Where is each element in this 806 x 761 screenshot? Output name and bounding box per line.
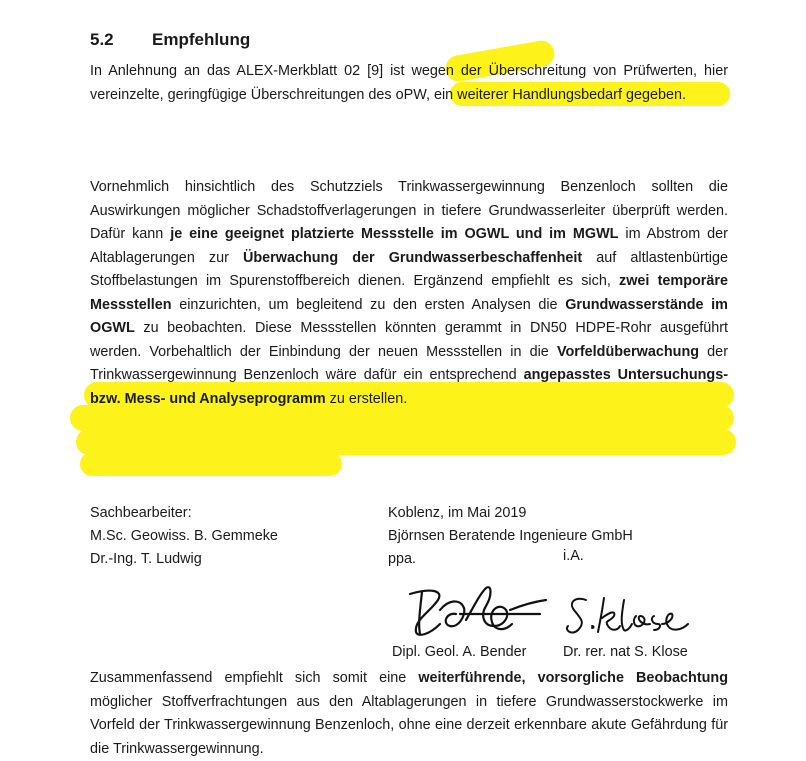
paragraph-zusammenfassung [90, 667, 728, 761]
ppa-label: ppa. [388, 551, 417, 567]
bold-run: weiterführende, vorsorgliche Beobachtung [418, 670, 728, 686]
author-name: M.Sc. Geowiss. B. Gemmeke [90, 528, 278, 544]
place-date: Koblenz, im Mai 2019 [388, 505, 527, 521]
signature-bender-icon [400, 580, 550, 642]
bold-run: angepasstes Untersuchungs- bzw. Mess- und Analyseprogramm [90, 367, 728, 407]
text-run: zu beobachten. Diese Messstellen könnten gerammt in DN50 HDPE-Rohr ausgeführt werden. Vorbehaltlich der Einbindung der neuen Messstellen in die [90, 320, 728, 360]
text-run: der Trinkwassergewinnung Benzenloch wäre dafür ein entsprechend [90, 343, 728, 383]
paragraph-messstellen [90, 176, 728, 411]
author-block [90, 502, 278, 571]
signature-klose-icon [562, 590, 692, 640]
text-run: im Abstrom der Altablagerungen zur [90, 226, 728, 266]
company-name: Björnsen Beratende Ingenieure GmbH [388, 528, 633, 544]
paragraph-handlungsbedarf [90, 60, 728, 107]
bold-run: Vorfeldüberwachung [556, 343, 700, 360]
highlight-mark [80, 452, 342, 476]
ia-label: i.A. [563, 548, 584, 564]
author-name: Dr.-Ing. T. Ludwig [90, 551, 202, 567]
section-heading [90, 30, 250, 50]
bold-run: Überwachung der Grundwasserbeschaffenheit [242, 249, 583, 266]
bold-run: zwei temporäre Messstellen [90, 273, 728, 313]
text-run: möglicher Stoffverfrachtungen aus den Altablagerungen in tiefere Grundwasserstockwerke im Vorfeld der Trinkwassergewinnung Benzenloch, ohne eine derzeit erkennbare akute Gefährdung für die Trinkwassergewinnung. [90, 693, 728, 757]
bold-run: Grundwasserstände im OGWL [90, 296, 728, 336]
section-title: Empfehlung [152, 30, 251, 49]
text-run: Vornehmlich hinsichtlich des Schutzziels Trinkwassergewinnung Benzenloch sollten die Auswirkungen möglicher Schadstoffverlagerungen in tiefere Grundwasserleiter überprüft werden. Dafür kann [90, 179, 728, 242]
author-label: Sachbearbeiter: [90, 505, 192, 521]
text-run: auf altlastenbürtige Stoffbelastungen im Spurenstoffbereich dienen. Ergänzend empfiehlt es sich, [90, 249, 728, 289]
section-number: 5.2 [90, 30, 114, 49]
signatory-block [388, 502, 633, 571]
text-run: Zusammenfassend empfiehlt sich somit eine [90, 670, 419, 686]
text-run: zu erstellen. [325, 390, 408, 407]
bold-run: je eine geeignet platzierte Messstelle im OGWL und im MGWL [170, 226, 619, 242]
signatory-name: Dipl. Geol. A. Bender [392, 644, 527, 660]
signatory-name: Dr. rer. nat S. Klose [563, 644, 688, 660]
paragraph-text: In Anlehnung an das ALEX-Merkblatt 02 [9] ist wegen der Überschreitung von Prüfwerten, hier vereinzelte, geringfügige Überschreitungen des oPW, ein weiterer Handlungsbedarf gegeben. [90, 63, 728, 103]
text-run: einzurichten, um begleitend zu den ersten Analysen die [171, 296, 566, 313]
